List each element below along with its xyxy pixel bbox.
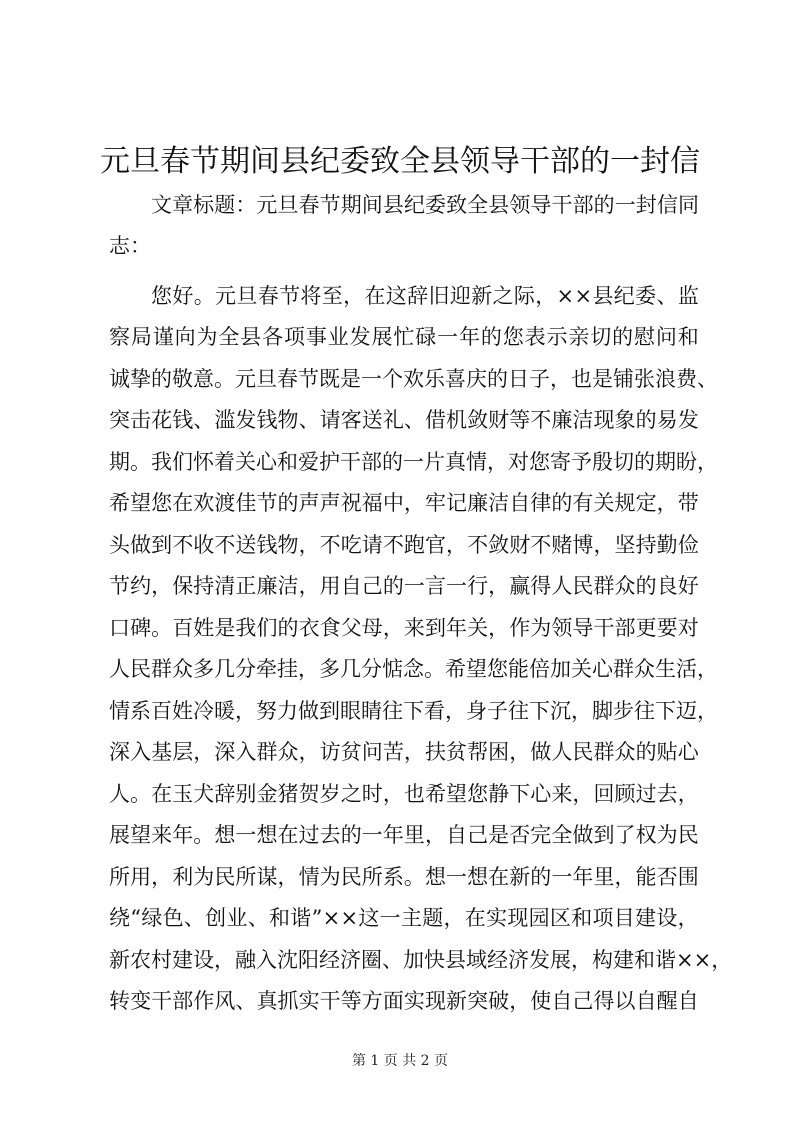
text-line: 情 系 百 姓 冷 暖 ， 努 力 做 到 眼 睛 往 下 看 ， 身 子 往 下 沉 ， 脚 步 往 下 迈 ， [109,699,718,723]
text-line: 人 民 群 众 多 几 分 牵 挂 ， 多 几 分 惦 念 。 希 望 您 能 倍 加 关 心 群 众 生 活 ， [109,657,718,681]
text-line: 志 ： [109,234,151,258]
text-line: 期 。 我 们 怀 着 关 心 和 爱 护 干 部 的 一 片 真 情 ， 对 您 寄 予 殷 切 的 期 盼 ， [109,450,718,474]
document-title: 元旦春节期间县纪委致全县领导干部的一封信 [100,144,700,179]
text-line: 希 望 您 在 欢 渡 佳 节 的 声 声 祝 福 中 ， 牢 记 廉 洁 自 律 的 有 关 规 定 ， 带 [109,491,699,515]
text-line: 所 用 ， 利 为 民 所 谋 ， 情 为 民 所 系 。 想 一 想 在 新 的 一 年 里 ， 能 否 围 [109,865,699,889]
text-line: 转 变 干 部 作 风 、 真 抓 实 干 等 方 面 实 现 新 突 破 ， 使 自 己 得 以 自 醒 自 [109,989,699,1013]
text-line: 人 。 在 玉 犬 辞 别 金 猪 贺 岁 之 时 ， 也 希 望 您 静 下 心 来 ， 回 顾 过 去 ， [109,782,699,806]
text-line: 文 章 标 题 ： 元 旦 春 节 期 间 县 纪 委 致 全 县 领 导 干 部 的 一 封 信 同 [151,193,699,217]
text-line: 展 望 来 年 。 想 一 想 在 过 去 的 一 年 里 ， 自 己 是 否 完 全 做 到 了 权 为 民 [109,823,699,847]
page-footer: 第 1 页 共 2 页 [351,1053,449,1069]
text-line: 口 碑 。 百 姓 是 我 们 的 衣 食 父 母 ， 来 到 年 关 ， 作 为 领 导 干 部 更 要 对 [109,616,699,640]
text-line: 新 农 村 建 设 ， 融 入 沈 阳 经 济 圈 、 加 快 县 域 经 济 发 展 ， 构 建 和 谐 × × ， [109,948,733,972]
text-line: 节 约 ， 保 持 清 正 廉 洁 ， 用 自 己 的 一 言 一 行 ， 赢 得 人 民 群 众 的 良 好 [109,574,699,598]
text-line: 深 入 基 层 ， 深 入 群 众 ， 访 贫 问 苦 ， 扶 贫 帮 困 ， 做 人 民 群 众 的 贴 心 [109,740,699,764]
text-line: 察 局 谨 向 为 全 县 各 项 事 业 发 展 忙 碌 一 年 的 您 表 示 亲 切 的 慰 问 和 [109,325,699,349]
text-line: 突 击 花 钱 、 滥 发 钱 物 、 请 客 送 礼 、 借 机 敛 财 等 不 廉 洁 现 象 的 易 发 [109,408,699,432]
text-line: 诚 挚 的 敬 意 。 元 旦 春 节 既 是 一 个 欢 乐 喜 庆 的 日 子 ， 也 是 铺 张 浪 费 、 [109,367,718,391]
text-line: 头 做 到 不 收 不 送 钱 物 ， 不 吃 请 不 跑 官 ， 不 敛 财 不 赌 博 ， 坚 持 勤 俭 [109,533,699,557]
text-line: 您 好 。 元 旦 春 节 将 至 ， 在 这 辞 旧 迎 新 之 际 ， × × 县 纪 委 、 监 [151,284,699,308]
text-line: 绕 “ 绿 色 、 创 业 、 和 谐 ” × × 这 一 主 题 ， 在 实 现 园 区 和 项 目 建 设 ， [109,906,699,930]
